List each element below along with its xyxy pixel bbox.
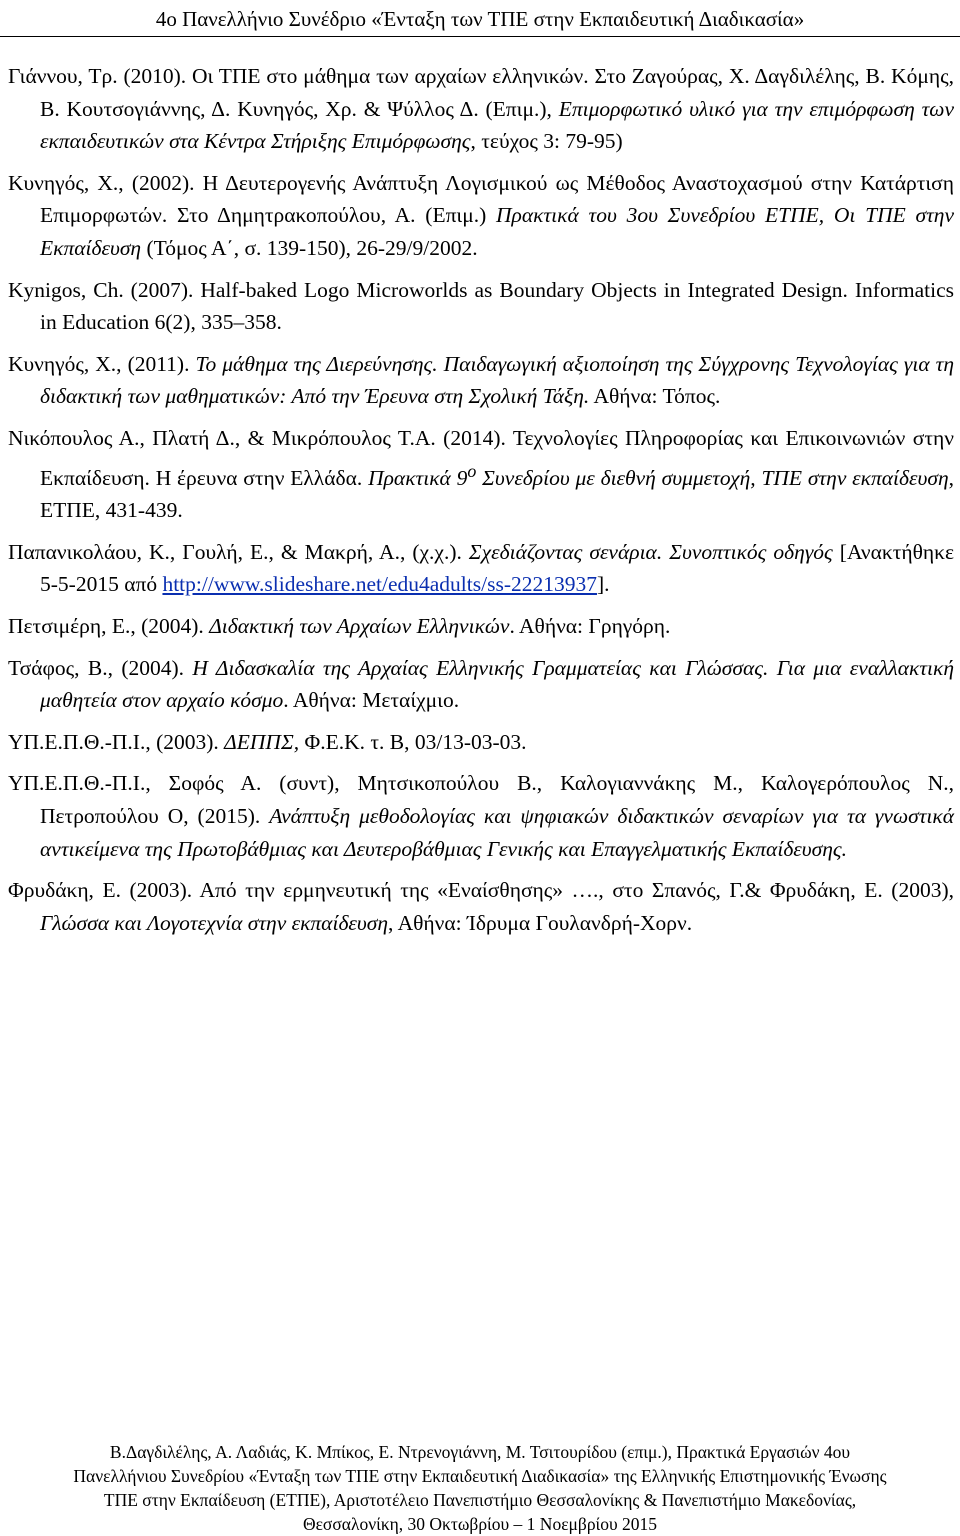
reference-title-italic: Πρακτικά του 3ου Συνεδρίου ΕΤΠΕ, Οι ΤΠΕ στην Εκπαίδευση (40, 203, 954, 260)
reference-text: ΥΠ.Ε.Π.Θ.-Π.Ι., (2003). (8, 729, 225, 754)
reference-text: Πετσιμέρη, Ε., (2004). (8, 614, 210, 639)
reference-title-italic: Επιμορφωτικό υλικό για την επιμόρφωση των εκπαιδευτικών στα Κέντρα Στήριξης Επιμόρφωσης (40, 96, 955, 154)
footer-line-4: Θεσσαλονίκη, 30 Οκτωβρίου – 1 Νοεμβρίου 2015 (302, 1514, 658, 1534)
reference-title-italic: Η Διδασκαλία της Αρχαίας Ελληνικής Γραμματείας και Γλώσσας. Για μια εναλλακτική μαθητεία στον αρχαίο κόσμο (40, 655, 954, 713)
reference-title-italic: Ανάπτυξη μεθοδολογίας και ψηφιακών διδακτικών σεναρίων για τα γνωστικά αντικείμενα της Πρωτοβάθμιας και Δευτεροβάθμιας Γενικής και Επαγγελματικής Εκπαίδευσης. (40, 804, 954, 861)
reference-text: ΥΠ.Ε.Π.Θ.-Π.Ι., Σοφός Α. (συντ), Μητσικοπούλου Β., Καλογιαννάκης Μ., Καλογερόπουλος Ν., Πετροπούλου Ο, (2015). (8, 771, 954, 829)
page-footer (0, 1440, 960, 1536)
reference-link[interactable]: http://www.slideshare.net/edu4adults/ss-22213937 (162, 572, 597, 597)
footer-line-2: Πανελλήνιου Συνεδρίου «Ένταξη των ΤΠΕ στην Εκπαιδευτική Διαδικασία» της Ελληνικής Επιστημονικής Ένωσης (73, 1466, 887, 1486)
footer-line-1: Β.Δαγδιλέλης, Α. Λαδιάς, Κ. Μπίκος, Ε. Ντρενογιάννη, Μ. Τσιτουρίδου (επιμ.), Πρακτικά Εργασιών 4ου (109, 1442, 851, 1462)
header-title: 4ο Πανελλήνιο Συνέδριο «Ένταξη των ΤΠΕ στην Εκπαιδευτική Διαδικασία» (155, 7, 805, 31)
reference-text: Νικόπουλος Α., Πλατή Δ., & Μικρόπουλος Τ.Α. (2014). Τεχνολογίες Πληροφορίας και Επικοινωνιών στην Εκπαίδευση. Η έρευνα στην Ελλάδα. (8, 425, 954, 490)
reference-text: . Αθήνα: Μεταίχμιο. (283, 688, 460, 713)
reference-entry (8, 348, 954, 413)
reference-entry (8, 874, 954, 939)
reference-superscript: ο (467, 460, 477, 481)
reference-text: [Ανακτήθηκε 5-5-2015 από (40, 539, 954, 597)
reference-text: Φρυδάκη, Ε. (2003). Από την ερμηνευτική της «Εναίσθησης» …., στο Σπανός, Γ.& Φρυδάκη, Ε. (2003), (8, 878, 954, 903)
running-header (0, 2, 960, 37)
reference-text: Kynigos, Ch. (2007). Half-baked Logo Microworlds as Boundary Objects in Integrated Design. Informatics in Education 6(2), 335–358. (8, 277, 954, 335)
reference-entry (8, 60, 954, 158)
reference-text: Αθήνα: Τόπος. (589, 384, 721, 409)
reference-entry (8, 726, 954, 759)
reference-entry (8, 274, 954, 339)
reference-text: Φ.Ε.Κ. τ. Β, 03/13-03-03. (299, 729, 527, 754)
reference-title-italic: ΔΕΠΠΣ, (224, 729, 300, 754)
reference-text: Κυνηγός, Χ., (2002). Η Δευτερογενής Ανάπτυξη Λογισμικού ως Μέθοδος Αναστοχασμού στην Κατάρτιση Επιμορφωτών. Στο Δημητρακοπούλου, Α. (Επιμ.) (8, 170, 954, 228)
reference-entry (8, 610, 954, 643)
reference-text: (Τόμος Α΄, σ. 139-150), 26-29/9/2002. (141, 235, 478, 260)
reference-title-italic: Γλώσσα και Λογοτεχνία στην εκπαίδευση (40, 910, 389, 935)
reference-text: , τεύχος 3: 79-95) (470, 129, 623, 154)
reference-title-italic: Συνεδρίου με διεθνή συμμετοχή, ΤΠΕ στην εκπαίδευση (476, 465, 949, 490)
reference-text: , Αθήνα: Ίδρυμα Γουλανδρή-Χορν. (388, 910, 693, 935)
reference-entry (8, 767, 954, 865)
reference-text: Τσάφος, Β., (2004). (8, 655, 193, 680)
reference-text: Γιάννου, Τρ. (2010). Οι ΤΠΕ στο μάθημα των αρχαίων ελληνικών. Στο Ζαγούρας, Χ. Δαγδιλέλης, Β. Κόμης, Β. Κουτσογιάννης, Δ. Κυνηγός, Χρ. & Ψύλλος Δ. (Επιμ.), (8, 64, 954, 121)
references-list (8, 60, 954, 948)
reference-text: ]. (596, 572, 610, 597)
reference-title-italic: Πρακτικά 9 (368, 465, 468, 490)
reference-text: Παπανικολάου, Κ., Γουλή, Ε., & Μακρή, Α., (χ.χ.). (8, 539, 469, 564)
reference-entry (8, 422, 954, 527)
reference-title-italic: Το μάθημα της Διερεύνησης. Παιδαγωγική αξιοποίηση της Σύγχρονης Τεχνολογίας για τη διδακτική των μαθηματικών: Από την Έρευνα στη Σχολική Τάξη. (40, 351, 954, 409)
reference-entry (8, 536, 954, 601)
reference-title-italic: Διδακτική των Αρχαίων Ελληνικών (209, 614, 510, 639)
reference-text: Κυνηγός, Χ., (2011). (8, 351, 196, 376)
reference-title-italic: Σχεδιάζοντας σενάρια. Συνοπτικός οδηγός (468, 539, 833, 564)
reference-entry (8, 167, 954, 265)
reference-text: . Αθήνα: Γρηγόρη. (509, 614, 671, 639)
reference-text: , ΕΤΠΕ, 431-439. (40, 465, 954, 523)
reference-entry (8, 652, 954, 717)
footer-line-3: ΤΠΕ στην Εκπαίδευση (ΕΤΠΕ), Αριστοτέλειο Πανεπιστήμιο Θεσσαλονίκης & Πανεπιστήμιο Μακεδονίας, (103, 1490, 857, 1510)
